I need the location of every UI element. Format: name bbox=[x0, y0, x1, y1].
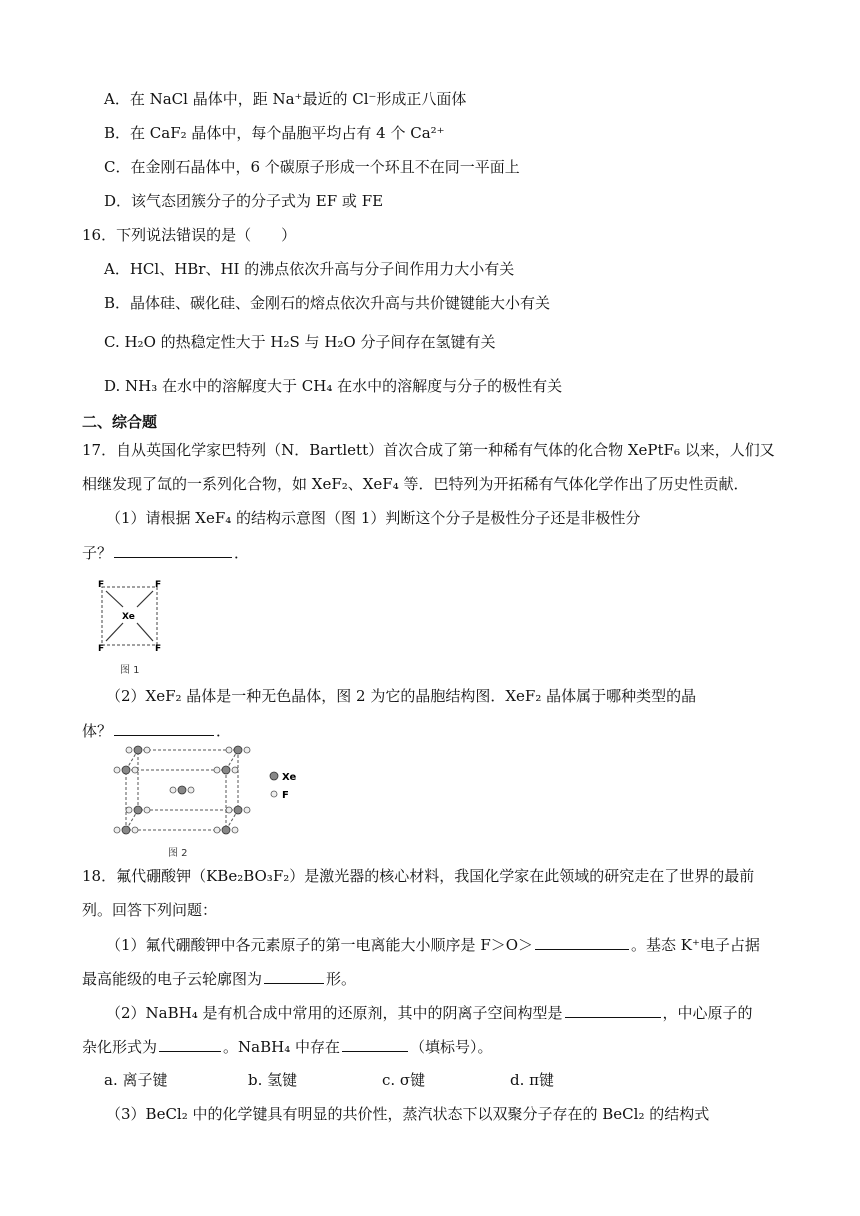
q18-part2-line1 bbox=[106, 1001, 753, 1024]
q18-choice-d: d. π键 bbox=[510, 1071, 554, 1089]
fig2-legend-f: F bbox=[282, 790, 289, 801]
q15-option-b: B．在 CaF₂ 晶体中，每个晶胞平均占有 4 个 Ca²⁺ bbox=[104, 124, 445, 142]
q18-part2-text-e: （填标号）。 bbox=[409, 1038, 493, 1056]
q18-part2-line2 bbox=[82, 1035, 493, 1058]
answer-blank[interactable] bbox=[264, 967, 324, 984]
section-heading: 二、综合题 bbox=[82, 413, 158, 431]
answer-blank[interactable] bbox=[565, 1001, 661, 1018]
answer-blank[interactable] bbox=[535, 933, 629, 950]
fig1-atom-f-br: F bbox=[155, 644, 162, 654]
fig2-caption: 图 2 bbox=[168, 848, 188, 859]
answer-blank[interactable] bbox=[114, 541, 232, 558]
q17-stem-line2: 相继发现了氙的一系列化合物，如 XeF₂、XeF₄ 等．巴特列为开拓稀有气体化学作出了历史性贡献． bbox=[82, 475, 749, 493]
answer-blank[interactable] bbox=[342, 1035, 408, 1052]
q17-part2-prefix: 体？ bbox=[82, 722, 113, 740]
fig1-caption: 图 1 bbox=[120, 665, 140, 676]
q18-stem-line1: 18．氟代硼酸钾（KBe₂BO₃F₂）是激光器的核心材料，我国化学家在此领域的研究走在了世界的最前 bbox=[82, 867, 755, 885]
q18-part3-line1: （3）BeCl₂ 中的化学键具有明显的共价性，蒸汽状态下以双聚分子存在的 BeCl₂ 的结构式 bbox=[106, 1105, 710, 1123]
q17-part2-line2 bbox=[82, 719, 231, 742]
q18-stem-line2: 列。回答下列问题： bbox=[82, 901, 218, 919]
q16-option-a: A．HCl、HBr、HI 的沸点依次升高与分子间作用力大小有关 bbox=[104, 260, 515, 278]
q17-part2-suffix: ． bbox=[216, 722, 232, 740]
q18-part2-text-a: （2）NaBH₄ 是有机合成中常用的还原剂，其中的阴离子空间构型是 bbox=[106, 1004, 563, 1022]
q18-part1-text-b: 。基态 K⁺电子占据 bbox=[631, 936, 760, 954]
fig1-atom-xe: Xe bbox=[122, 612, 135, 622]
q16-option-b: B．晶体硅、碳化硅、金刚石的熔点依次升高与共价键键能大小有关 bbox=[104, 294, 551, 312]
q18-choice-c: c. σ键 bbox=[382, 1071, 426, 1089]
q18-part2-text-c: 杂化形式为 bbox=[82, 1038, 158, 1056]
q18-choice-a: a. 离子键 bbox=[104, 1071, 168, 1089]
figure-2-xef2-unit-cell bbox=[108, 742, 308, 860]
q18-part1-line1 bbox=[106, 933, 760, 956]
q18-part2-text-d: 。NaBH₄ 中存在 bbox=[223, 1038, 340, 1056]
fig1-atom-f-bl: F bbox=[98, 644, 105, 654]
q15-option-d: D．该气态团簇分子的分子式为 EF 或 FE bbox=[104, 192, 384, 210]
q15-option-c: C．在金刚石晶体中，6 个碳原子形成一个环且不在同一平面上 bbox=[104, 158, 520, 176]
q18-choice-b: b. 氢键 bbox=[248, 1071, 298, 1089]
q17-part1-line1: （1）请根据 XeF₄ 的结构示意图（图 1）判断这个分子是极性分子还是非极性分 bbox=[106, 509, 641, 527]
q18-part1-text-c: 最高能级的电子云轮廓图为 bbox=[82, 970, 263, 988]
q18-part1-line2 bbox=[82, 967, 356, 990]
fig1-atom-f-tl: F bbox=[98, 580, 105, 590]
answer-blank[interactable] bbox=[159, 1035, 221, 1052]
q16-option-d: D. NH₃ 在水中的溶解度大于 CH₄ 在水中的溶解度与分子的极性有关 bbox=[104, 377, 563, 395]
fig1-atom-f-tr: F bbox=[155, 580, 162, 590]
q15-option-a: A．在 NaCl 晶体中，距 Na⁺最近的 Cl⁻形成正八面体 bbox=[104, 90, 467, 108]
fig2-legend-xe: Xe bbox=[282, 772, 297, 783]
figure-1-xef4 bbox=[96, 577, 166, 677]
q16-option-c: C. H₂O 的热稳定性大于 H₂S 与 H₂O 分子间存在氢键有关 bbox=[104, 333, 496, 351]
q18-part1-text-d: 形。 bbox=[326, 970, 357, 988]
answer-blank[interactable] bbox=[114, 719, 214, 736]
q17-stem-line1: 17．自从英国化学家巴特列（N．Bartlett）首次合成了第一种稀有气体的化合物 XePtF₆ 以来，人们又 bbox=[82, 441, 775, 459]
q18-part2-text-b: ，中心原子的 bbox=[662, 1004, 753, 1022]
q18-part1-text-a: （1）氟代硼酸钾中各元素原子的第一电离能大小顺序是 F＞O＞ bbox=[106, 936, 534, 954]
q17-part2-line1: （2）XeF₂ 晶体是一种无色晶体，图 2 为它的晶胞结构图．XeF₂ 晶体属于哪种类型的晶 bbox=[106, 687, 697, 705]
q16-stem: 16．下列说法错误的是（ ） bbox=[82, 226, 297, 244]
q17-part1-prefix: 子？ bbox=[82, 544, 113, 562]
q17-part1-suffix: ． bbox=[234, 544, 250, 562]
q17-part1-line2 bbox=[82, 541, 249, 564]
